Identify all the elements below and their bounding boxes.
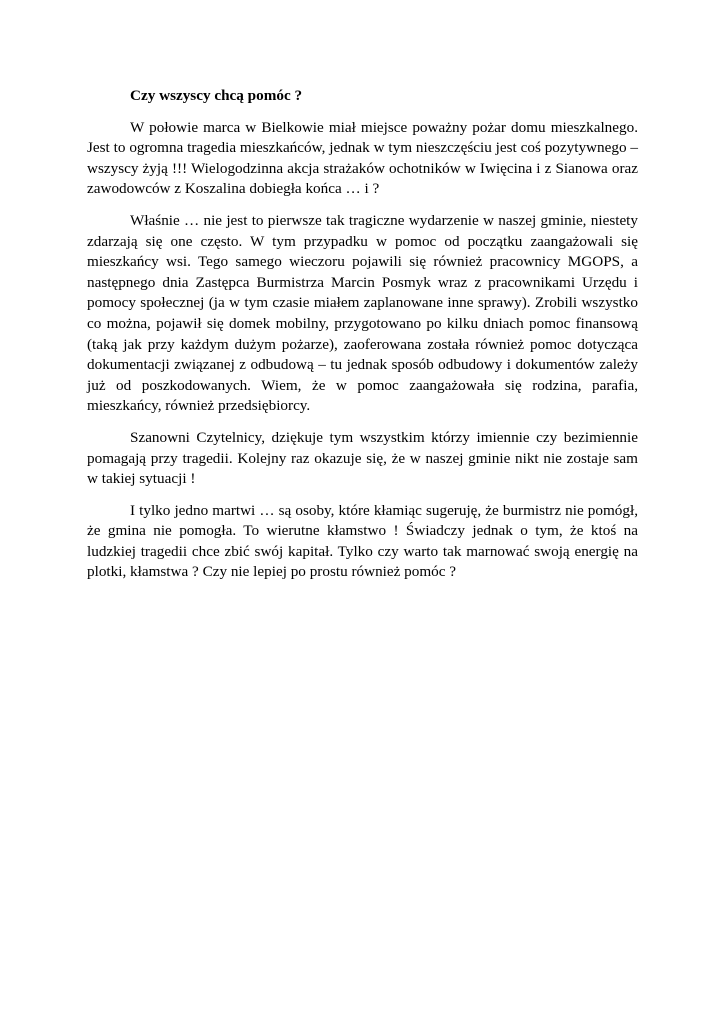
document-body xyxy=(87,86,638,594)
paragraph-3: Szanowni Czytelnicy, dziękuje tym wszystkim którzy imiennie czy bezimiennie pomagają przy tragedii. Kolejny raz okazuje się, że w naszej gminie nikt nie zostaje sam w takiej sytuacji ! xyxy=(87,428,638,488)
paragraph-2: Właśnie … nie jest to pierwsze tak tragiczne wydarzenie w naszej gminie, niestety zdarzają się one często. W tym przypadku w pomoc od początku zaangażowali się mieszkańcy wsi. Tego samego wieczoru pojawili się również pracownicy MGOPS, a następnego dnia Zastępca Burmistrza Marcin Posmyk wraz z pracownikami Urzędu i pomocy społecznej (ja w tym czasie miałem zaplanowane inne sprawy). Zrobili wszystko co można, pojawił się domek mobilny, przygotowano po kilku dniach pomoc finansową (taką jak przy każdym dużym pożarze), zaoferowana została również pomoc dotycząca dokumentacji związanej z odbudową – tu jednak sposób odbudowy i dokumentów zależy już od poszkodowanych. Wiem, że w pomoc zaangażowała się rodzina, parafia, mieszkańcy, również przedsiębiorcy. xyxy=(87,211,638,415)
paragraph-4: I tylko jedno martwi … są osoby, które kłamiąc sugeruję, że burmistrz nie pomógł, że gmina nie pomogła. To wierutne kłamstwo ! Świadczy jednak o tym, że ktoś na ludzkiej tragedii chce zbić swój kapitał. Tylko czy warto tak marnować swoją energię na plotki, kłamstwa ? Czy nie lepiej po prostu również pomóc ? xyxy=(87,501,638,581)
paragraph-1: W połowie marca w Bielkowie miał miejsce poważny pożar domu mieszkalnego. Jest to ogromna tragedia mieszkańców, jednak w tym nieszczęściu jest coś pozytywnego – wszyscy żyją !!! Wielogodzinna akcja strażaków ochotników w Iwięcina i z Sianowa oraz zawodowców z Koszalina dobiegła końca … i ? xyxy=(87,118,638,198)
document-title: Czy wszyscy chcą pomóc ? xyxy=(130,87,303,104)
